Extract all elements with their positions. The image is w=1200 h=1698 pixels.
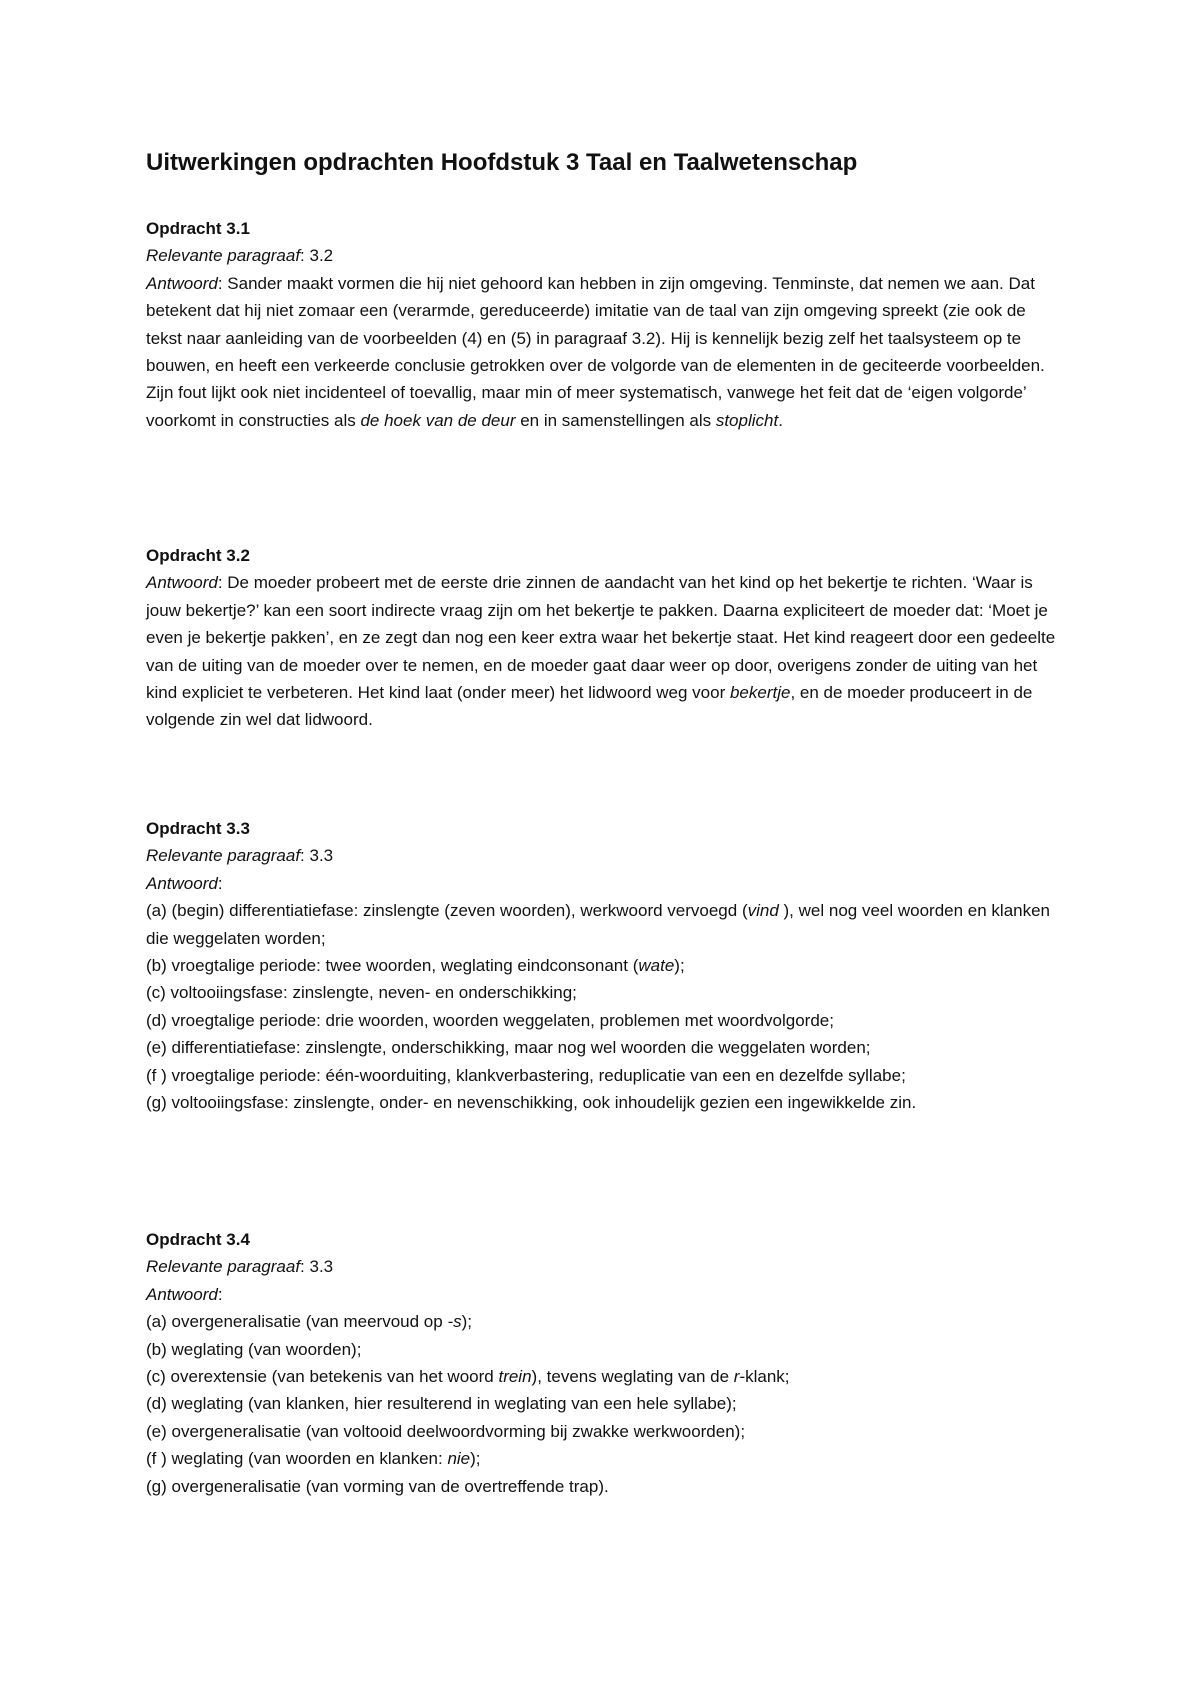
- answer-item-text: (b) weglating (van woorden);: [146, 1339, 362, 1359]
- answer-item-e: [146, 1418, 1061, 1445]
- antwoord-example: stoplicht: [715, 410, 779, 430]
- section-opdracht-3-2: [146, 542, 1061, 734]
- answer-item-f: [146, 1445, 1061, 1472]
- answer-item-text: );: [461, 1312, 472, 1332]
- relevante-label: Relevante paragraaf: [146, 246, 301, 266]
- relevante-label: Relevante paragraaf: [146, 846, 301, 866]
- answer-item-text: ), wel nog veel woorden en klanken die weggelaten worden;: [146, 901, 1051, 948]
- section-opdracht-3-1: [146, 215, 1061, 434]
- antwoord-label: Antwoord: [146, 273, 218, 293]
- answer-item-g: [146, 1089, 1061, 1116]
- answer-item-text: (f ) vroegtalige periode: één-woorduiting, klankverbastering, reduplicatie van een en dezelfde syllabe;: [146, 1065, 906, 1085]
- section-heading: Opdracht 3.1: [146, 219, 250, 238]
- antwoord-text: : Sander maakt vormen die hij niet gehoord kan hebben in zijn omgeving. Tenminste, dat nemen we aan. Dat betekent dat hij niet zomaar een (verarmde, gereduceerde) imitatie van de taal van zijn omgeving spreekt (zie ook de tekst naar aanleiding van de voorbeelden (4) en (5) in paragraaf 3.2). Hij is kennelijk bezig zelf het taalsysteem op te bouwen, en heeft een verkeerde conclusie getrokken over de volgorde van de elementen in de geciteerde voorbeelden. Zijn fout lijkt ook niet incidenteel of toevallig, maar min of meer systematisch, vanwege het feit dat de ‘eigen volgorde’ voorkomt in constructies als: [146, 273, 1045, 430]
- antwoord-paragraph: [146, 569, 1061, 733]
- antwoord-line: [146, 1281, 1061, 1308]
- answer-item-text: (d) weglating (van klanken, hier resulterend in weglating van een hele syllabe);: [146, 1394, 737, 1414]
- answer-item-text: (g) overgeneralisatie (van vorming van de overtreffende trap).: [146, 1476, 609, 1496]
- section-opdracht-3-4: [146, 1226, 1061, 1500]
- antwoord-example: bekertje: [729, 683, 791, 703]
- section-opdracht-3-3: [146, 815, 1061, 1116]
- answer-item-b: [146, 952, 1061, 979]
- answer-item-text: (a) (begin) differentiatiefase: zinslengte (zeven woorden), werkwoord vervoegd (: [146, 901, 748, 921]
- antwoord-label: Antwoord: [146, 573, 218, 593]
- answer-item-text: (c) voltooiingsfase: zinslengte, neven- en onderschikking;: [146, 983, 577, 1003]
- answer-item-text: );: [674, 956, 685, 976]
- answer-item-example: vind: [747, 901, 779, 921]
- antwoord-colon: :: [217, 873, 223, 893]
- antwoord-colon: :: [217, 1284, 223, 1304]
- antwoord-text: .: [778, 410, 783, 430]
- antwoord-example: de hoek van de deur: [360, 410, 516, 430]
- answer-item-text: (e) differentiatiefase: zinslengte, onderschikking, maar nog wel woorden die weggelaten worden;: [146, 1038, 871, 1058]
- answer-item-text: );: [470, 1449, 481, 1469]
- answer-item-example: nie: [447, 1449, 471, 1469]
- section-heading: Opdracht 3.3: [146, 819, 250, 838]
- relevante-value: : 3.3: [300, 846, 334, 866]
- relevante-value: : 3.2: [300, 246, 334, 266]
- relevante-label: Relevante paragraaf: [146, 1257, 301, 1277]
- answer-item-f: [146, 1062, 1061, 1089]
- antwoord-text: , en de moeder produceert in de volgende zin wel dat lidwoord.: [146, 683, 1033, 730]
- answer-item-text: -klank;: [739, 1367, 790, 1387]
- antwoord-label: Antwoord: [146, 873, 218, 893]
- section-heading: Opdracht 3.4: [146, 1230, 250, 1249]
- answer-item-example: trein: [498, 1367, 532, 1387]
- answer-item-text: (g) voltooiingsfase: zinslengte, onder- en nevenschikking, ook inhoudelijk gezien een ingewikkelde zin.: [146, 1093, 917, 1113]
- answer-item-a: [146, 897, 1061, 952]
- answer-item-b: [146, 1336, 1061, 1363]
- answer-item-example: r: [733, 1367, 740, 1387]
- answer-item-d: [146, 1007, 1061, 1034]
- answer-item-c: [146, 1363, 1061, 1390]
- answer-item-c: [146, 979, 1061, 1006]
- antwoord-paragraph: [146, 270, 1061, 434]
- relevante-value: : 3.3: [300, 1257, 334, 1277]
- antwoord-text: en in samenstellingen als: [515, 410, 716, 430]
- answer-item-g: [146, 1473, 1061, 1500]
- answer-item-text: (f ) weglating (van woorden en klanken:: [146, 1449, 448, 1469]
- answer-item-text: ), tevens weglating van de: [531, 1367, 734, 1387]
- answer-item-text: (b) vroegtalige periode: twee woorden, weglating eindconsonant (: [146, 956, 639, 976]
- answer-item-text: (d) vroegtalige periode: drie woorden, woorden weggelaten, problemen met woordvolgorde;: [146, 1010, 834, 1030]
- answer-item-a: [146, 1308, 1061, 1335]
- relevante-paragraaf-line: [146, 1253, 1061, 1280]
- relevante-paragraaf-line: [146, 242, 1061, 269]
- relevante-paragraaf-line: [146, 842, 1061, 869]
- answer-item-e: [146, 1034, 1061, 1061]
- antwoord-label: Antwoord: [146, 1284, 218, 1304]
- answer-item-text: (a) overgeneralisatie (van meervoud op: [146, 1312, 448, 1332]
- answer-item-text: (e) overgeneralisatie (van voltooid deelwoordvorming bij zwakke werkwoorden);: [146, 1421, 746, 1441]
- antwoord-text: : De moeder probeert met de eerste drie zinnen de aandacht van het kind op het bekertje te richten. ‘Waar is jouw bekertje?’ kan een soort indirecte vraag zijn om het bekertje te pakken. Daarna expliciteert de moeder dat: ‘Moet je even je bekertje pakken’, en ze zegt dan nog een keer extra waar het bekertje staat. Het kind reageert door een gedeelte van de uiting van de moeder over te nemen, en de moeder gaat daar weer op door, overigens zonder de uiting van het kind expliciet te verbeteren. Het kind laat (onder meer) het lidwoord weg voor: [146, 573, 1056, 703]
- answer-item-example: wate: [638, 956, 675, 976]
- answer-item-text: (c) overextensie (van betekenis van het woord: [146, 1367, 499, 1387]
- answer-item-d: [146, 1390, 1061, 1417]
- document-title: Uitwerkingen opdrachten Hoofdstuk 3 Taal en Taalwetenschap: [146, 149, 858, 176]
- section-heading: Opdracht 3.2: [146, 546, 250, 565]
- antwoord-line: [146, 870, 1061, 897]
- answer-item-example: -s: [447, 1312, 462, 1332]
